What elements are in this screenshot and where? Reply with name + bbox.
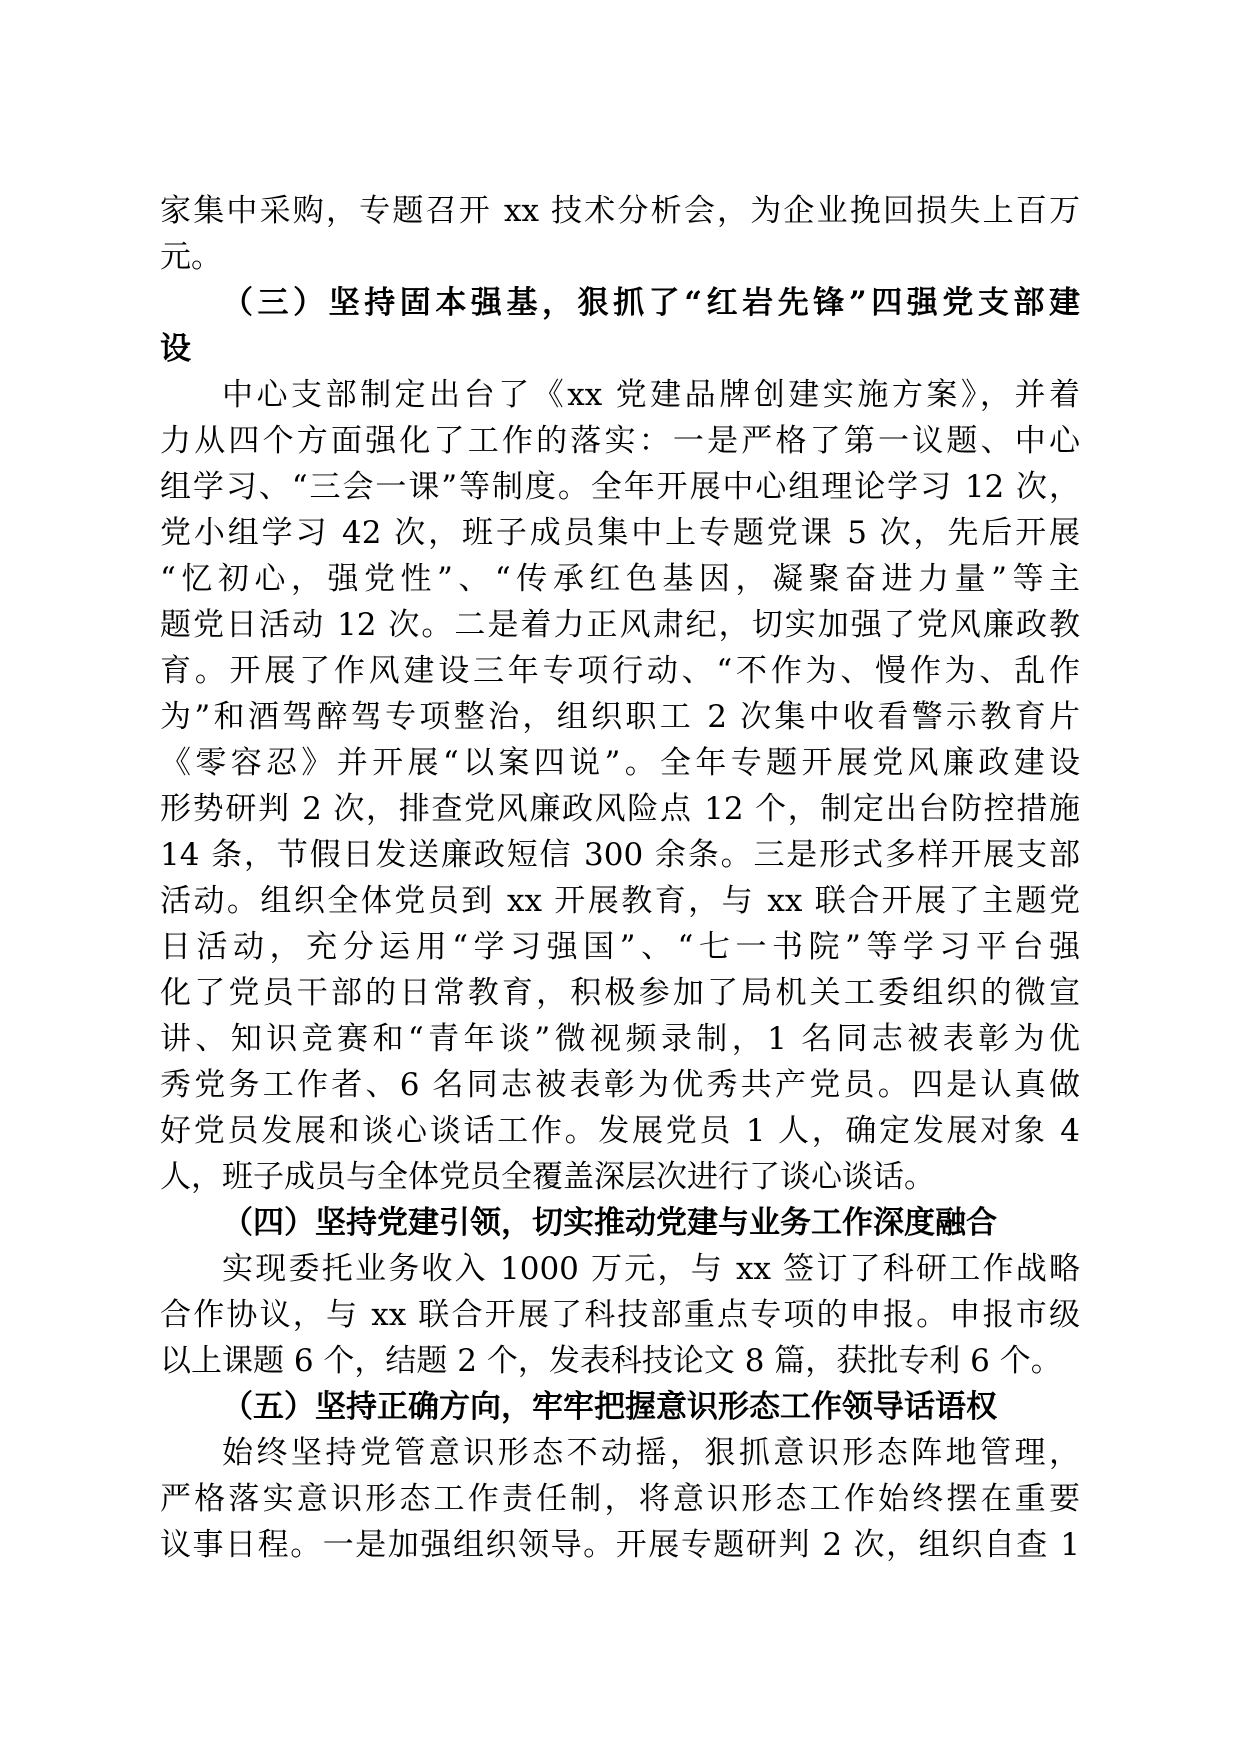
text-line: 以上课题 6 个，结题 2 个，发表科技论文 8 篇，获批专利 6 个。: [160, 1343, 1062, 1379]
text-line: 好党员发展和谈心谈话工作。发展党员 1 人，确定发展对象 4: [160, 1113, 1080, 1149]
section-heading: [160, 1384, 1080, 1430]
text-line: 党小组学习 42 次，班子成员集中上专题党课 5 次，先后开展: [160, 515, 1080, 551]
text-line: 14 条，节假日发送廉政短信 300 余条。三是形式多样开展支部: [160, 837, 1080, 873]
body-paragraph: [160, 188, 1080, 280]
text-line: 化了党员干部的日常教育，积极参加了局机关工委组织的微宣: [160, 975, 1080, 1011]
text-line: 元。: [160, 239, 222, 275]
body-paragraph: [160, 372, 1080, 1200]
text-line: 育。开展了作风建设三年专项行动、“不作为、慢作为、乱作: [160, 653, 1080, 689]
text-line: 中心支部制定出台了《xx 党建品牌创建实施方案》，并着: [222, 377, 1080, 413]
body-paragraph: [160, 1430, 1080, 1568]
text-line: 设: [160, 331, 191, 367]
text-line: 为”和酒驾醉驾专项整治，组织职工 2 次集中收看警示教育片: [160, 699, 1080, 735]
text-line: （三）坚持固本强基，狠抓了“红岩先锋”四强党支部建: [222, 285, 1080, 321]
body-paragraph: [160, 1246, 1080, 1384]
text-line: “忆初心，强党性”、“传承红色基因，凝聚奋进力量”等主: [160, 561, 1080, 597]
text-line: 力从四个方面强化了工作的落实：一是严格了第一议题、中心: [160, 423, 1080, 459]
text-line: 题党日活动 12 次。二是着力正风肃纪，切实加强了党风廉政教: [160, 607, 1080, 643]
text-line: 秀党务工作者、6 名同志被表彰为优秀共产党员。四是认真做: [160, 1067, 1080, 1103]
text-line: 家集中采购，专题召开 xx 技术分析会，为企业挽回损失上百万: [160, 193, 1080, 229]
section-heading: [160, 1200, 1080, 1246]
text-line: 合作协议，与 xx 联合开展了科技部重点专项的申报。申报市级: [160, 1297, 1080, 1333]
text-line: 形势研判 2 次，排查党风廉政风险点 12 个，制定出台防控措施: [160, 791, 1080, 827]
text-line: 组学习、“三会一课”等制度。全年开展中心组理论学习 12 次，: [160, 469, 1080, 505]
text-line: 讲、知识竞赛和“青年谈”微视频录制，1 名同志被表彰为优: [160, 1021, 1080, 1057]
text-line: （四）坚持党建引领，切实推动党建与业务工作深度融合: [222, 1205, 997, 1241]
text-line: 人，班子成员与全体党员全覆盖深层次进行了谈心谈话。: [160, 1159, 935, 1195]
text-line: 始终坚持党管意识形态不动摇，狠抓意识形态阵地管理，: [222, 1435, 1080, 1471]
text-line: 活动。组织全体党员到 xx 开展教育，与 xx 联合开展了主题党: [160, 883, 1080, 919]
text-line: 议事日程。一是加强组织领导。开展专题研判 2 次，组织自查 1: [160, 1527, 1080, 1563]
text-line: （五）坚持正确方向，牢牢把握意识形态工作领导话语权: [222, 1389, 997, 1425]
section-heading: [160, 280, 1080, 372]
document-page: [160, 188, 1080, 1568]
text-line: 实现委托业务收入 1000 万元，与 xx 签订了科研工作战略: [222, 1251, 1080, 1287]
text-line: 《零容忍》并开展“以案四说”。全年专题开展党风廉政建设: [160, 745, 1080, 781]
text-line: 严格落实意识形态工作责任制，将意识形态工作始终摆在重要: [160, 1481, 1080, 1517]
text-line: 日活动，充分运用“学习强国”、“七一书院”等学习平台强: [160, 929, 1080, 965]
